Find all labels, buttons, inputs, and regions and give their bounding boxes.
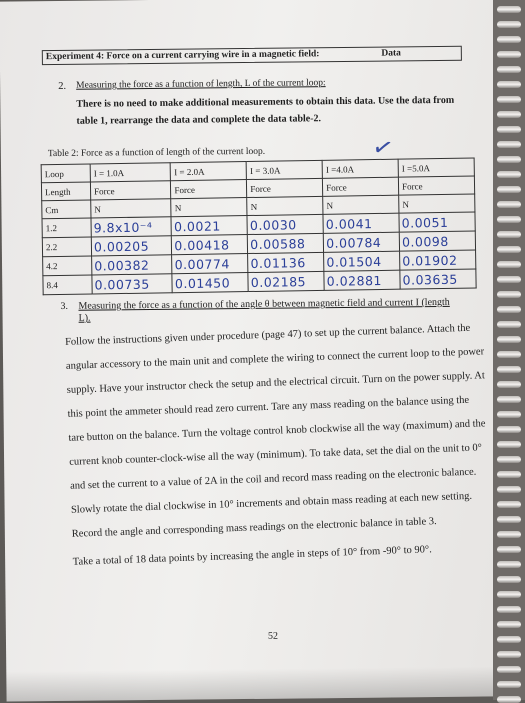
- binding-ring: [497, 531, 521, 538]
- binding-ring: [497, 81, 521, 88]
- binding-ring: [497, 606, 521, 613]
- binding-ring: [497, 111, 521, 118]
- experiment-header: [42, 46, 462, 65]
- binding-ring: [497, 516, 521, 523]
- binding-ring: [497, 156, 521, 163]
- binding-ring: [497, 291, 521, 298]
- section-2-instructions: There is no need to make additional measurements to obtain this data. Use the data from table 1, rearrange the data and complete the data table-2.: [76, 94, 455, 127]
- section-2-number: 2.: [58, 80, 67, 92]
- handwritten-force: 0.0098: [399, 231, 475, 251]
- table-cell-length: 4.2: [43, 256, 92, 276]
- force-length-table: [41, 157, 477, 295]
- handwritten-force: 0.0021: [171, 216, 247, 236]
- handwritten-force: 0.01902: [400, 250, 476, 270]
- handwritten-force: 0.0030: [247, 214, 323, 234]
- binding-ring: [497, 96, 521, 103]
- section-2: [58, 77, 458, 127]
- binding-ring: [497, 486, 521, 493]
- binding-ring: [497, 636, 521, 643]
- handwritten-force: 0.03635: [400, 269, 476, 289]
- handwritten-force: 0.0051: [399, 212, 475, 232]
- binding-ring: [497, 261, 521, 268]
- table-cell: I = 1.0A: [90, 163, 171, 182]
- section-2-heading: Measuring the force as a function of length, L of the current loop:: [76, 78, 326, 91]
- handwritten-force: 0.00382: [92, 255, 173, 275]
- table-cell: Force: [90, 181, 171, 200]
- binding-ring: [497, 141, 521, 148]
- handwritten-force: 0.00418: [172, 235, 248, 255]
- binding-ring: [497, 651, 521, 658]
- handwritten-force: 0.01450: [172, 273, 248, 293]
- binding-ring: [497, 186, 521, 193]
- page-shadow: [6, 666, 506, 701]
- handwritten-force: 0.00774: [172, 254, 248, 274]
- handwritten-force: 0.00588: [248, 233, 324, 253]
- binding-ring: [497, 381, 521, 388]
- binding-ring: [497, 216, 521, 223]
- binding-ring: [497, 126, 521, 133]
- section-3: [60, 296, 486, 568]
- binding-ring: [497, 576, 521, 583]
- handwritten-force: 0.01136: [248, 252, 324, 272]
- section-3-number: 3.: [60, 300, 69, 312]
- binding-ring: [497, 66, 521, 73]
- binding-ring: [497, 36, 521, 43]
- binding-ring: [497, 591, 521, 598]
- handwritten-force: 0.02881: [324, 270, 400, 290]
- binding-ring: [497, 336, 521, 343]
- binding-ring: [497, 51, 521, 58]
- binding-ring: [497, 666, 521, 673]
- binding-ring: [497, 396, 521, 403]
- binding-ring: [497, 561, 521, 568]
- binding-ring: [497, 201, 521, 208]
- table-cell: Force: [247, 178, 323, 197]
- table-cell: N: [247, 196, 323, 215]
- binding-ring: [497, 681, 521, 688]
- data-label: Data: [381, 48, 401, 59]
- binding-ring: [497, 471, 521, 478]
- binding-ring: [497, 546, 521, 553]
- binding-ring: [497, 621, 521, 628]
- binding-ring: [497, 426, 521, 433]
- handwritten-force: 0.00205: [91, 236, 172, 256]
- binding-ring: [497, 321, 521, 328]
- table-caption: Table 2: Force as a function of length of the current loop.: [47, 146, 266, 160]
- table-cell: Length: [41, 182, 90, 201]
- table-cell: N: [399, 194, 475, 213]
- binding-ring: [497, 276, 521, 283]
- section-3-paragraph: Follow the instructions given under procedure (page 47) to set up the current balance. Attach the angular accessory to the main unit and complete the wiring to connect the current loop to the power supply. Have your instructor check the setup and the electrical circuit. Turn on the power supply. At this point the ammeter should read zero current. Tare any mass reading on the balance using the tare button on the balance. Turn the voltage control knob clockwise all the way (maximum) and the current knob counter-clock-wise all the way (minimum). To take data, set the dial on the unit to 0° and set the current to a value of 2A in the coil and record mass reading on the electronic balance. Slowly rotate the dial clockwise in 10° increments and obtain mass reading at each new setting. Record the angle and corresponding mass readings on the electronic balance in table 3.: [64, 322, 486, 540]
- binding-ring: [497, 231, 521, 238]
- binding-ring: [497, 441, 521, 448]
- handwritten-check-mark: ✓: [369, 131, 397, 164]
- handwritten-force: 0.0041: [323, 213, 399, 233]
- binding-ring: [497, 21, 521, 28]
- table-cell: I = 3.0A: [246, 160, 322, 179]
- table-cell: Force: [171, 180, 247, 199]
- section-3-last-line: Take a total of 18 data points by increasing the angle in steps of 10° from -90° to 90°.: [72, 544, 432, 568]
- page-number: 52: [267, 630, 278, 642]
- binding-ring: [497, 411, 521, 418]
- handwritten-force: 0.00735: [92, 274, 173, 294]
- binding-ring: [497, 6, 521, 13]
- experiment-title: Experiment 4: Force on a current carrying wire in a magnetic field:: [45, 49, 320, 63]
- spiral-binding: [493, 0, 525, 700]
- table-cell: Force: [398, 176, 474, 195]
- table-cell: N: [171, 198, 247, 217]
- table-cell: I = 2.0A: [171, 162, 247, 181]
- table-cell-length: 2.2: [42, 237, 91, 257]
- binding-ring: [497, 366, 521, 373]
- binding-ring: [497, 171, 521, 178]
- section-3-body: [65, 316, 493, 575]
- handwritten-force: 0.00784: [323, 232, 399, 252]
- table-cell: N: [323, 195, 399, 214]
- handwritten-force: 9.8x10⁻⁴: [91, 217, 172, 237]
- binding-ring: [497, 351, 521, 358]
- handwritten-force: 0.02185: [248, 271, 324, 291]
- binding-ring: [497, 306, 521, 313]
- table-cell: N: [91, 199, 172, 218]
- table-cell: Cm: [42, 200, 91, 219]
- binding-ring: [497, 246, 521, 253]
- table-cell-length: 8.4: [43, 275, 92, 295]
- binding-ring: [497, 456, 521, 463]
- table-cell-length: 1.2: [42, 218, 91, 238]
- handwritten-force: 0.01504: [324, 251, 400, 271]
- section-3-heading: Measuring the force as a function of the angle θ between magnetic field and current I (length L).: [78, 296, 450, 324]
- binding-ring: [497, 501, 521, 508]
- table-cell: I =5.0A: [398, 158, 474, 177]
- table-cell: I =4.0A: [322, 159, 398, 178]
- table-cell: Loop: [41, 164, 90, 183]
- table-cell: Force: [323, 177, 399, 196]
